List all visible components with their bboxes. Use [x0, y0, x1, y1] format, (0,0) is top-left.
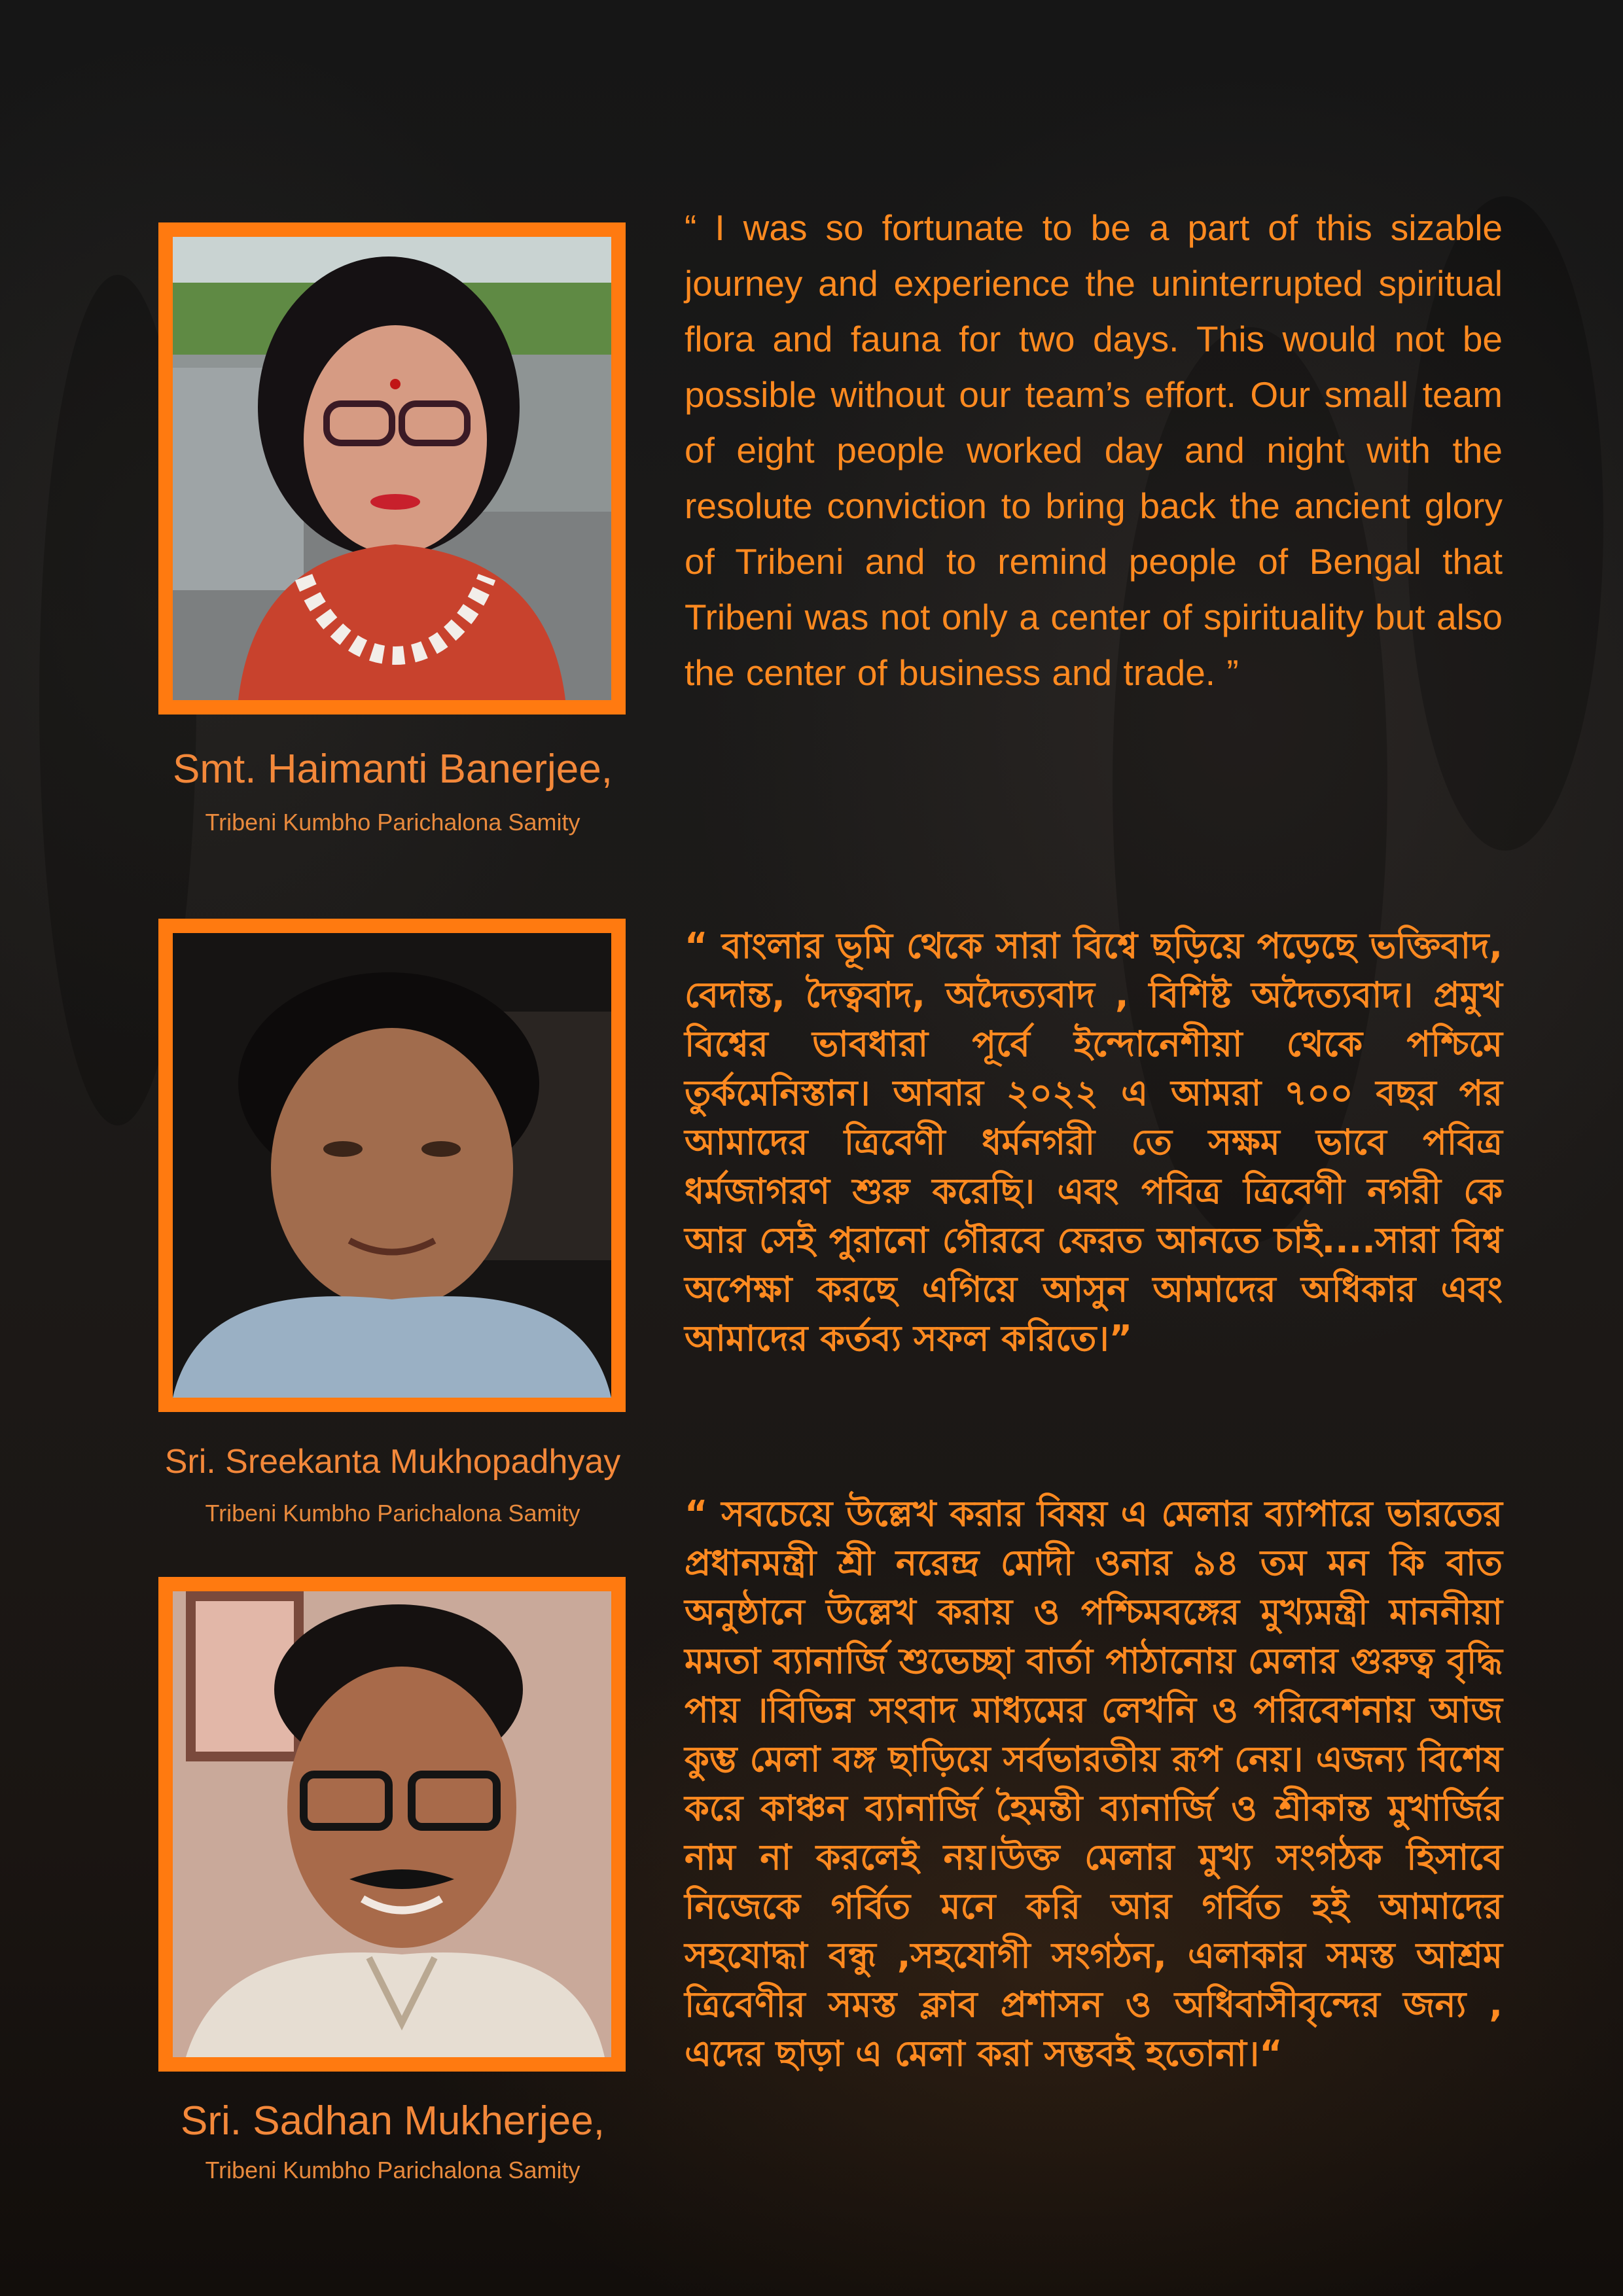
portrait-photo [158, 919, 626, 1412]
portrait-image [173, 1591, 611, 2057]
person-name: Sri. Sadhan Mukherjee, [181, 2098, 605, 2144]
portrait-photo [158, 222, 626, 715]
testimonial-quote: “ I was so fortunate to be a part of this sizable journey and experience the uninterrupted spiritual flora and fauna for two days. This would not be possible without our team’s effort. Our small team of eight people worked day and night with the resolute conviction to bring back the ancient glory of Tribeni and to remind people of Bengal that Tribeni was not only a center of spirituality but also the center of business and trade. ” [685, 207, 1503, 693]
person-name: Sri. Sreekanta Mukhopadhyay [164, 1443, 621, 1481]
person-organization: Tribeni Kumbho Parichalona Samity [205, 2157, 580, 2183]
person-organization: Tribeni Kumbho Parichalona Samity [205, 1500, 580, 1527]
portrait-image [173, 933, 611, 1398]
testimonial-quote: “ বাংলার ভূমি থেকে সারা বিশ্বে ছড়িয়ে পড়েছে ভক্তিবাদ, বেদান্ত, দৈত্ববাদ, অদৈত্যবাদ , বিশিষ্ট অদৈত্যবাদ। প্রমুখ বিশ্বের ভাবধারা পূর্বে ইন্দোনেশীয়া থেকে পশ্চিমে তুর্কমেনিস্তান। আবার ২০২২ এ আমরা ৭০০ বছর পর আমাদের ত্রিবেণী ধর্মনগরী তে সক্ষম ভাবে পবিত্র ধর্মজাগরণ শুরু করেছি। এবং পবিত্র ত্রিবেণী নগরী কে আর সেই পুরানো গৌরবে ফেরত আনতে চাই....সারা বিশ্ব অপেক্ষা করছে এগিয়ে আসুন আমাদের অধিকার এবং আমাদের কর্তব্য সফল করিতে।” [685, 925, 1503, 1359]
portrait-photo [158, 1577, 626, 2072]
portrait-image [173, 237, 611, 700]
person-name: Smt. Haimanti Banerjee, [173, 747, 613, 792]
person-organization: Tribeni Kumbho Parichalona Samity [205, 809, 580, 836]
testimonial-quote: “ সবচেয়ে উল্লেখ করার বিষয় এ মেলার ব্যাপারে ভারতের প্রধানমন্ত্রী শ্রী নরেন্দ্র মোদী ওনার ৯৪ তম মন কি বাত অনুষ্ঠানে উল্লেখ করায় ও পশ্চিমবঙ্গের মুখ্যমন্ত্রী মাননীয়া মমতা ব্যানার্জি শুভেচ্ছা বার্তা পাঠানোয় মেলার গুরুত্ব বৃদ্ধি পায় ।বিভিন্ন সংবাদ মাধ্যমের লেখনি ও পরিবেশনায় আজ কুম্ভ মেলা বঙ্গ ছাড়িয়ে সর্বভারতীয় রূপ নেয়। এজন্য বিশেষ করে কাঞ্চন ব্যানার্জি হৈমন্তী ব্যানার্জি ও শ্রীকান্ত মুখার্জির নাম না করলেই নয়।উক্ত মেলার মুখ্য সংগঠক হিসাবে নিজেকে গর্বিত মনে করি আর গর্বিত হই আমাদের সহযোদ্ধা বন্ধু ,সহযোগী সংগঠন, এলাকার সমস্ত আশ্রম ত্রিবেণীর সমস্ত ক্লাব প্রশাসন ও অধিবাসীবৃন্দের জন্য , এদের ছাড়া এ মেলা করা সম্ভবই হতোনা।“ [685, 1493, 1503, 2074]
